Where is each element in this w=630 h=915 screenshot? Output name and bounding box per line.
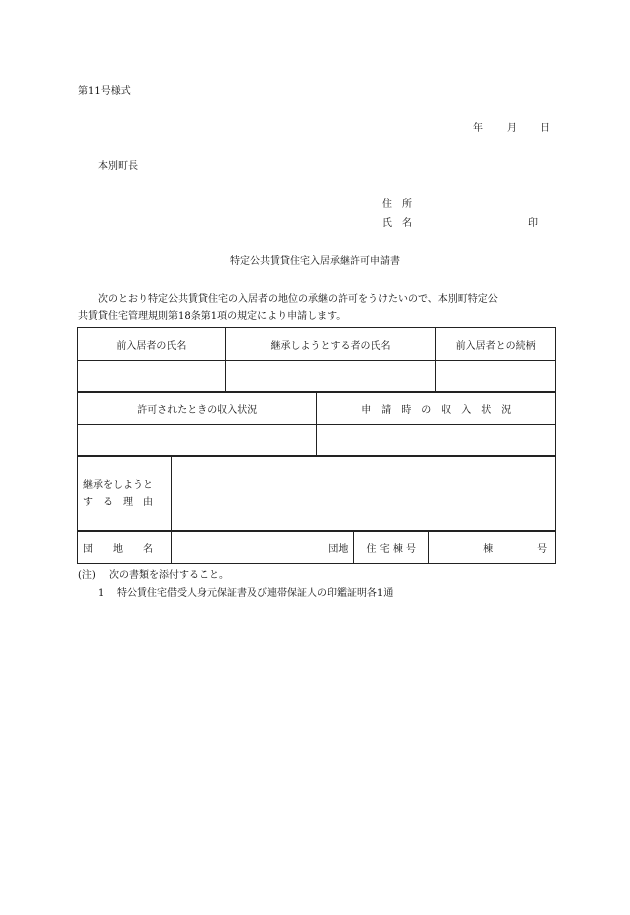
building-label: 棟 xyxy=(483,543,494,555)
prev-tenant-name-field[interactable] xyxy=(78,361,226,393)
successor-name-header: 継承しようとする者の氏名 xyxy=(225,328,436,361)
note-text: 次の書類を添付すること。 xyxy=(109,570,229,581)
note-item-text: 特公賃住宅借受人身元保証書及び連帯保証人の印鑑証明各1通 xyxy=(117,588,394,599)
number-label: 号 xyxy=(537,543,548,555)
unit-number-label: 住 宅 棟 号 xyxy=(354,531,429,564)
body-paragraph-line1: 次のとおり特定公共賃貸住宅の入居者の地位の承継の許可をうけたいので、本別町特定公 xyxy=(98,294,498,305)
income-at-permit-header: 許可されたときの収入状況 xyxy=(78,392,317,425)
income-table xyxy=(77,391,556,457)
successor-name-field[interactable] xyxy=(225,361,436,393)
reason-header xyxy=(78,456,172,532)
document-title: 特定公共賃貸住宅入居承継許可申請書 xyxy=(230,256,400,267)
tenant-info-table xyxy=(77,327,556,393)
date-day-label: 日 xyxy=(540,123,550,134)
date-month-label: 月 xyxy=(507,123,517,134)
form-number: 第11号様式 xyxy=(78,86,131,97)
note-label: (注) xyxy=(78,570,96,581)
reason-field[interactable] xyxy=(171,456,555,532)
date-year-label: 年 xyxy=(473,123,483,134)
name-label: 氏 名 xyxy=(382,218,412,229)
addressee: 本別町長 xyxy=(98,161,138,172)
seal-mark: 印 xyxy=(528,218,538,229)
body-paragraph-line2: 共賃貸住宅管理規則第18条第1項の規定により申請します。 xyxy=(78,311,347,322)
complex-table xyxy=(77,530,556,564)
note-item-number: 1 xyxy=(98,588,105,599)
income-at-application-header: 申 請 時 の 収 入 状 況 xyxy=(317,392,556,425)
reason-label-line1: 継承をしようと xyxy=(83,479,153,491)
unit-number-field[interactable] xyxy=(429,531,556,564)
relationship-field[interactable] xyxy=(436,361,556,393)
address-label: 住 所 xyxy=(382,199,412,210)
prev-tenant-name-header: 前入居者の氏名 xyxy=(78,328,226,361)
complex-name-label: 団 地 名 xyxy=(78,531,172,564)
reason-label-line2: す る 理 由 xyxy=(83,496,153,508)
income-at-permit-field[interactable] xyxy=(78,425,317,457)
complex-name-field[interactable] xyxy=(171,531,354,564)
income-at-application-field[interactable] xyxy=(317,425,556,457)
complex-suffix: 団地 xyxy=(328,543,349,555)
reason-table xyxy=(77,455,556,532)
relationship-header: 前入居者との続柄 xyxy=(436,328,556,361)
